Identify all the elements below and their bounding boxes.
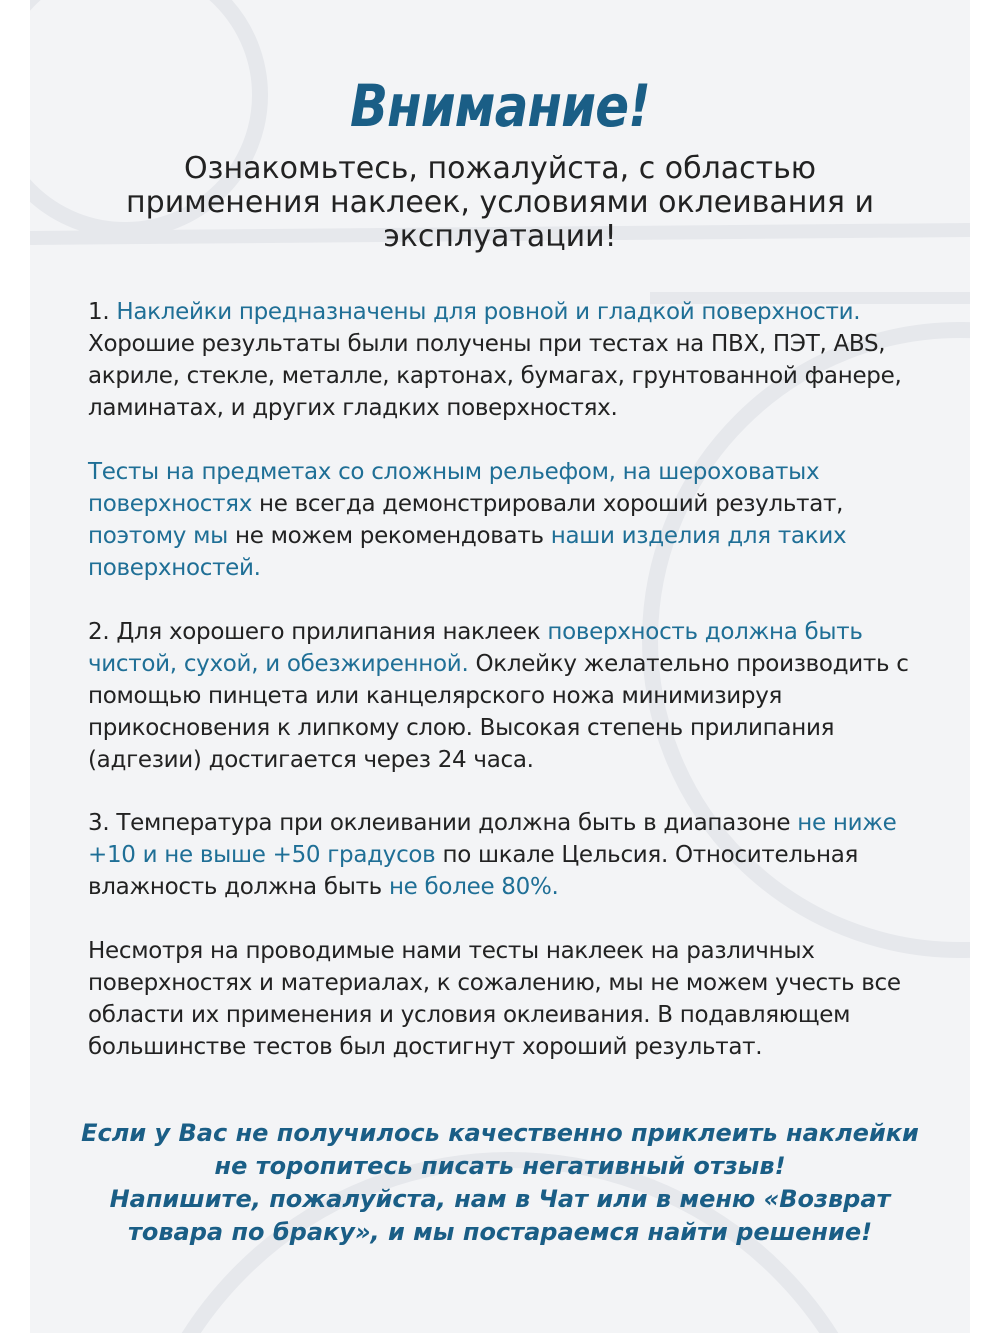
paragraph-surface-text: Хорошие результаты были получены при тестах на ПВХ, ПЭТ, ABS, акриле, стекле, металле, картонах, бумагах, грунтованной фанере, ламинатах, и других гладких поверхностях. bbox=[88, 331, 902, 421]
paragraph-temperature-highlight-2: не более 80%. bbox=[388, 874, 559, 900]
paragraph-relief-text-2: не можем рекомендовать bbox=[228, 523, 551, 549]
paragraph-relief-highlight-1: Тесты на предметах со сложным рельефом, на шероховатых поверхностях bbox=[88, 459, 820, 517]
paragraph-adhesion-text-1: 2. Для хорошего прилипания наклеек bbox=[88, 619, 548, 645]
footer-line-4: товара по браку», и мы постараемся найти решение! bbox=[127, 1218, 873, 1246]
paragraph-surface-number: 1. bbox=[88, 299, 117, 325]
footer-line-3: Напишите, пожалуйста, нам в Чат или в меню «Возврат bbox=[109, 1185, 891, 1213]
paragraph-temperature-text-1: 3. Температура при оклеивании должна быть в диапазоне bbox=[88, 810, 798, 836]
notice-card bbox=[30, 0, 970, 1333]
paragraph-temperature bbox=[88, 807, 928, 903]
page-subtitle: Ознакомьтесь, пожалуйста, с областью применения наклеек, условиями оклеивания и эксплуатации! bbox=[126, 151, 874, 254]
footer-line-1: Если у Вас не получилось качественно приклеить наклейки bbox=[81, 1119, 919, 1147]
paragraph-surface-highlight: Наклейки предназначены для ровной и гладкой поверхности. bbox=[116, 299, 861, 325]
footer-note bbox=[70, 1117, 930, 1249]
paragraph-temperature-highlight-1: не ниже +10 и не выше +50 градусов bbox=[88, 810, 897, 868]
page-title: Внимание! bbox=[349, 72, 651, 140]
paragraph-relief-text-1: не всегда демонстрировали хороший результат, bbox=[252, 491, 844, 517]
paragraph-adhesion bbox=[88, 616, 928, 776]
paragraph-adhesion-text-2: Оклейку желательно производить с помощью пинцета или канцелярского ножа минимизируя прикосновения к липкому слою. Высокая степень прилипания (адгезии) достигается через 24 часа. bbox=[88, 651, 909, 773]
paragraph-relief-highlight-3: наши изделия для таких поверхностей. bbox=[88, 523, 847, 581]
paragraph-temperature-text-2: по шкале Цельсия. Относительная влажность должна быть bbox=[88, 842, 859, 900]
paragraph-relief-highlight-2: поэтому мы bbox=[88, 523, 228, 549]
paragraph-surface bbox=[88, 296, 928, 424]
paragraph-disclaimer: Несмотря на проводимые нами тесты наклеек на различных поверхностях и материалах, к сожалению, мы не можем учесть все области их применения и условия оклеивания. В подавляющем большинстве тестов был достигнут хороший результат. bbox=[88, 938, 901, 1060]
paragraph-adhesion-highlight: поверхность должна быть чистой, сухой, и обезжиренной. bbox=[88, 619, 863, 677]
paragraph-relief bbox=[88, 456, 928, 584]
footer-line-2: не торопитесь писать негативный отзыв! bbox=[214, 1152, 786, 1180]
